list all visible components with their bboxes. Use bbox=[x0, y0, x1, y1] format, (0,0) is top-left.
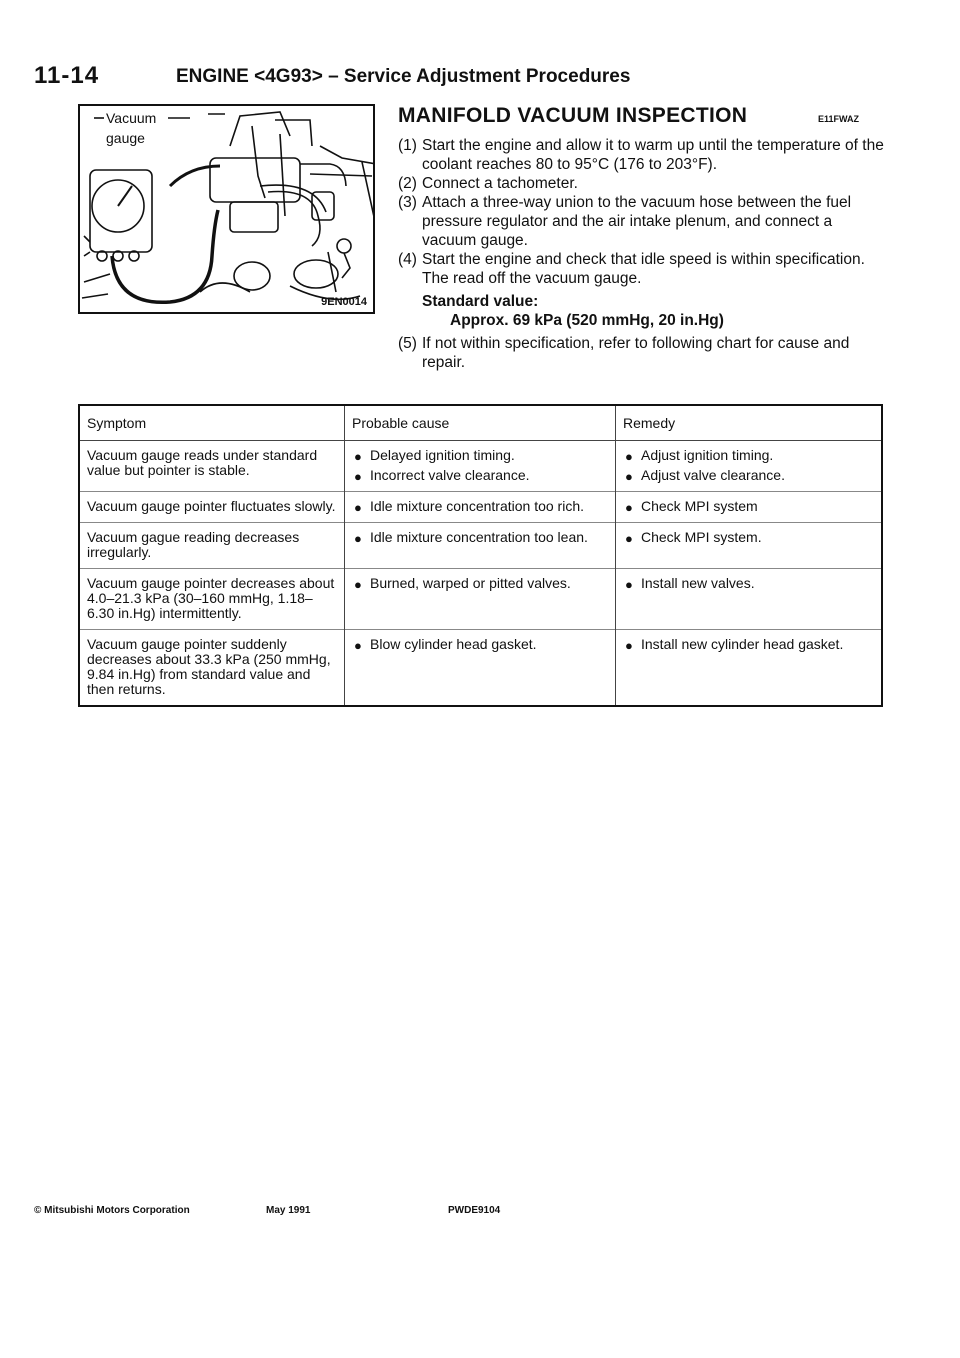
header-symptom: Symptom bbox=[79, 405, 345, 441]
symptom-cell: Vacuum gauge pointer decreases about 4.0–21.3 kPa (30–160 mmHg, 1.18–6.30 in.Hg) intermittently. bbox=[79, 569, 345, 630]
remedy-item: ● Check MPI system bbox=[625, 498, 758, 515]
figure-code: 9EN0014 bbox=[321, 296, 367, 308]
cause-item: ● Idle mixture concentration too rich. bbox=[354, 498, 584, 515]
standard-value-label: Standard value: bbox=[422, 293, 539, 310]
procedure-steps bbox=[398, 136, 886, 372]
header-remedy: Remedy bbox=[616, 405, 883, 441]
section-code: E11FWAZ bbox=[818, 114, 860, 124]
cause-item: ● Delayed ignition timing. bbox=[354, 447, 515, 464]
remedy-item: ● Check MPI system. bbox=[625, 529, 762, 546]
figure-label-gauge: gauge bbox=[106, 130, 145, 146]
step-text: Start the engine and check that idle speed is within specification. The read off the vacuum gauge. bbox=[422, 251, 865, 287]
page-number: 11-14 bbox=[34, 62, 100, 89]
table-row bbox=[79, 441, 882, 492]
remedy-cell bbox=[616, 569, 883, 630]
remedy-item: ● Adjust valve clearance. bbox=[625, 467, 785, 484]
standard-value-block bbox=[398, 292, 886, 330]
bullet-icon: ● bbox=[625, 531, 633, 546]
cause-cell bbox=[345, 492, 616, 523]
cause-item: ● Idle mixture concentration too lean. bbox=[354, 529, 588, 546]
table-row bbox=[79, 492, 882, 523]
step-text: If not within specification, refer to following chart for cause and repair. bbox=[422, 335, 850, 371]
cause-item: ● Burned, warped or pitted valves. bbox=[354, 575, 571, 592]
bullet-icon: ● bbox=[354, 469, 362, 484]
step-number: (2) bbox=[398, 175, 417, 192]
section-title: MANIFOLD VACUUM INSPECTION bbox=[398, 104, 748, 127]
remedy-item: ● Install new valves. bbox=[625, 575, 755, 592]
remedy-item: ● Adjust ignition timing. bbox=[625, 447, 774, 464]
page-title: ENGINE <4G93> – Service Adjustment Procedures bbox=[176, 66, 631, 87]
symptom-cell: Vacuum gauge reads under standard value but pointer is stable. bbox=[79, 441, 345, 492]
bullet-icon: ● bbox=[625, 469, 633, 484]
symptom-cell: Vacuum gauge pointer suddenly decreases about 33.3 kPa (250 mmHg, 9.84 in.Hg) from standard value and then returns. bbox=[79, 630, 345, 707]
bullet-icon: ● bbox=[625, 500, 633, 515]
cause-cell bbox=[345, 523, 616, 569]
bullet-icon: ● bbox=[354, 449, 362, 464]
table-row bbox=[79, 569, 882, 630]
bullet-icon: ● bbox=[354, 531, 362, 546]
step-text: Connect a tachometer. bbox=[422, 175, 578, 192]
remedy-item: ● Install new cylinder head gasket. bbox=[625, 636, 844, 653]
footer-copyright: © Mitsubishi Motors Corporation bbox=[34, 1205, 190, 1216]
step-number: (1) bbox=[398, 137, 417, 154]
procedure-step bbox=[398, 136, 886, 174]
symptom-cell: Vacuum gauge pointer fluctuates slowly. bbox=[79, 492, 345, 523]
step-text: Attach a three-way union to the vacuum hose between the fuel pressure regulator and the air intake plenum, and connect a vacuum gauge. bbox=[422, 194, 852, 249]
cause-item: ● Incorrect valve clearance. bbox=[354, 467, 530, 484]
remedy-cell bbox=[616, 523, 883, 569]
procedure-step bbox=[398, 250, 886, 288]
procedure-step bbox=[398, 193, 886, 250]
standard-value: Approx. 69 kPa (520 mmHg, 20 in.Hg) bbox=[450, 312, 724, 329]
table-header-row bbox=[79, 405, 882, 441]
remedy-cell bbox=[616, 630, 883, 707]
figure-label-vacuum: Vacuum bbox=[106, 110, 157, 126]
step-number: (5) bbox=[398, 335, 417, 352]
step-text: Start the engine and allow it to warm up until the temperature of the coolant reaches 80 to 95°C (176 to 203°F). bbox=[422, 137, 884, 173]
table-row bbox=[79, 523, 882, 569]
page-header bbox=[34, 62, 894, 92]
troubleshooting-table bbox=[78, 404, 883, 707]
bullet-icon: ● bbox=[354, 577, 362, 592]
cause-item: ● Blow cylinder head gasket. bbox=[354, 636, 537, 653]
footer-code: PWDE9104 bbox=[448, 1205, 501, 1216]
cause-cell bbox=[345, 630, 616, 707]
cause-cell bbox=[345, 569, 616, 630]
bullet-icon: ● bbox=[625, 577, 633, 592]
table-row bbox=[79, 630, 882, 707]
symptom-cell: Vacuum gague reading decreases irregularly. bbox=[79, 523, 345, 569]
step-number: (4) bbox=[398, 251, 417, 268]
procedure-step bbox=[398, 334, 886, 372]
bullet-icon: ● bbox=[625, 638, 633, 653]
footer-date: May 1991 bbox=[266, 1205, 311, 1216]
bullet-icon: ● bbox=[354, 638, 362, 653]
cause-cell bbox=[345, 441, 616, 492]
vacuum-gauge-figure bbox=[78, 104, 375, 314]
header-probable-cause: Probable cause bbox=[345, 405, 616, 441]
step-number: (3) bbox=[398, 194, 417, 211]
remedy-cell bbox=[616, 441, 883, 492]
bullet-icon: ● bbox=[625, 449, 633, 464]
remedy-cell bbox=[616, 492, 883, 523]
procedure-step bbox=[398, 174, 886, 193]
bullet-icon: ● bbox=[354, 500, 362, 515]
